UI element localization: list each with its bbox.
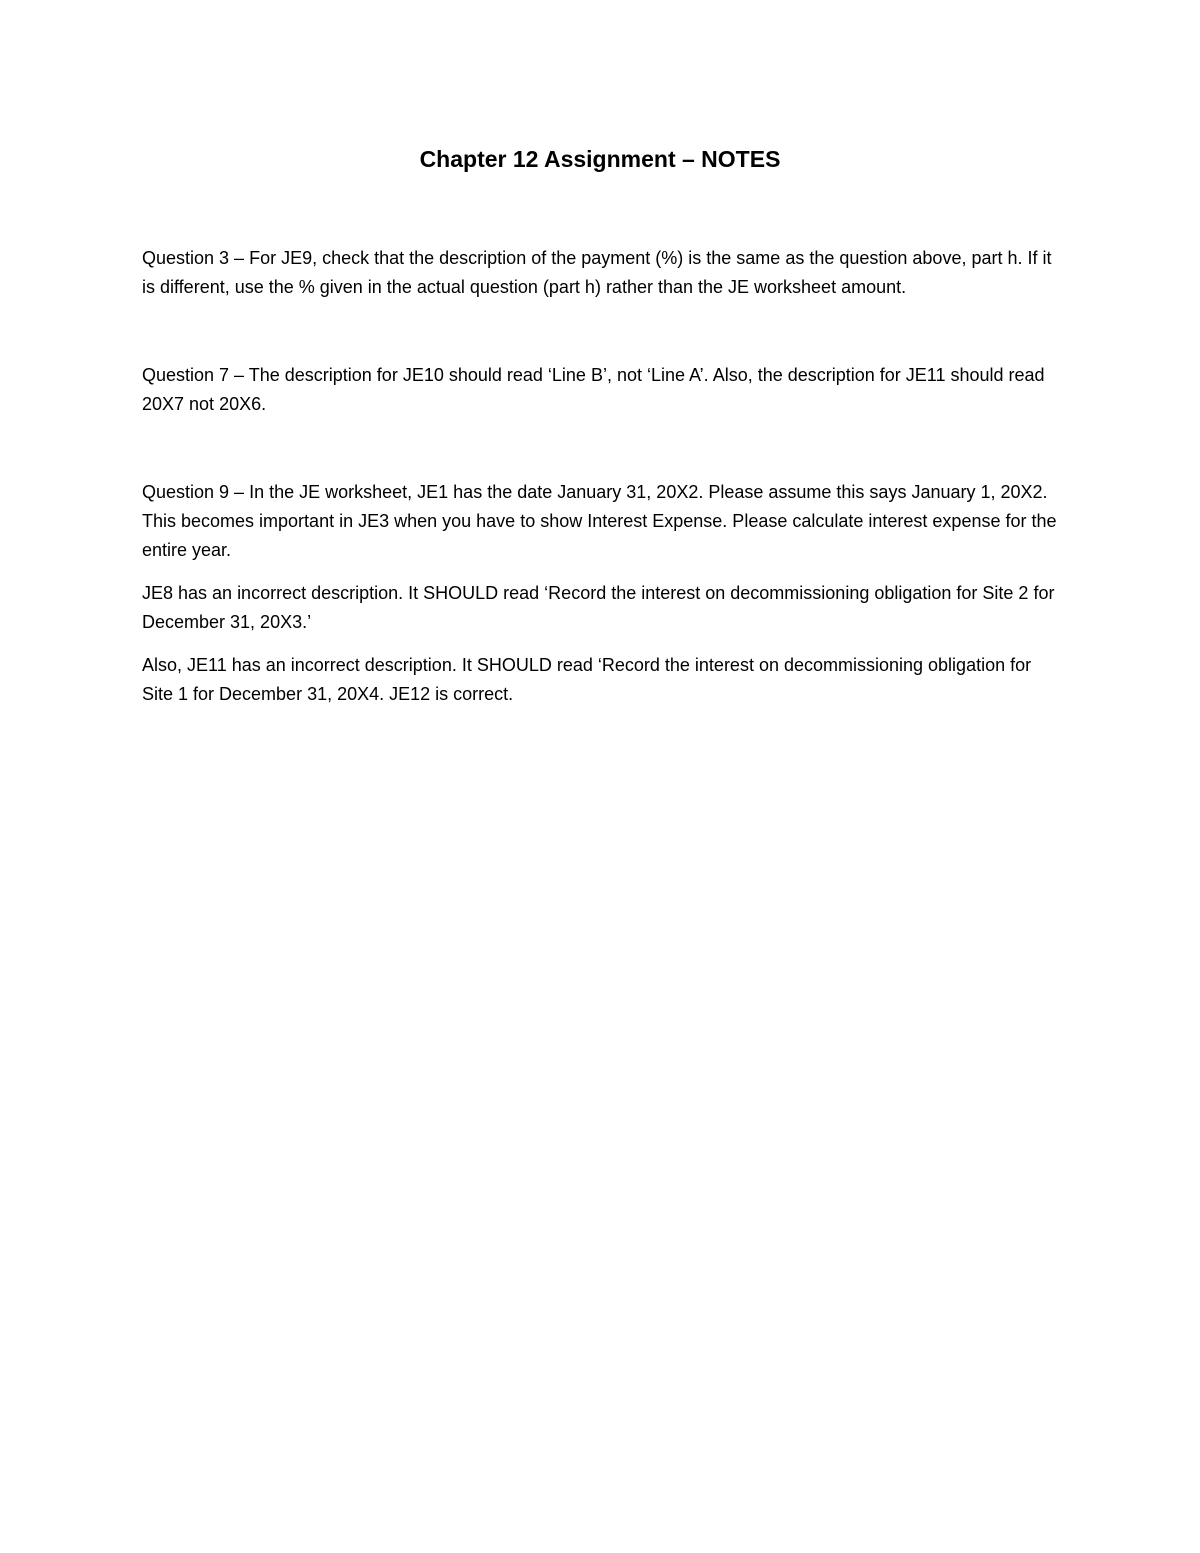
note-je8: JE8 has an incorrect description. It SHOULD read ‘Record the interest on decommissioning obligation for Site 2 for December 31, 20X3.’ bbox=[142, 583, 1055, 632]
document-title: Chapter 12 Assignment – NOTES bbox=[419, 146, 781, 172]
note-question-3: Question 3 – For JE9, check that the description of the payment (%) is the same as the question above, part h. If it is different, use the % given in the actual question (part h) rather than the JE worksheet amount. bbox=[142, 248, 1052, 297]
note-question-7: Question 7 – The description for JE10 should read ‘Line B’, not ‘Line A’. Also, the description for JE11 should read 20X7 not 20X6. bbox=[142, 365, 1045, 414]
document-body bbox=[142, 244, 1062, 709]
note-question-9: Question 9 – In the JE worksheet, JE1 has the date January 31, 20X2. Please assume this says January 1, 20X2. This becomes important in JE3 when you have to show Interest Expense. Please calculate interest expense for the entire year. bbox=[142, 482, 1057, 560]
note-je11: Also, JE11 has an incorrect description. It SHOULD read ‘Record the interest on decommissioning obligation for Site 1 for December 31, 20X4. JE12 is correct. bbox=[142, 655, 1032, 704]
